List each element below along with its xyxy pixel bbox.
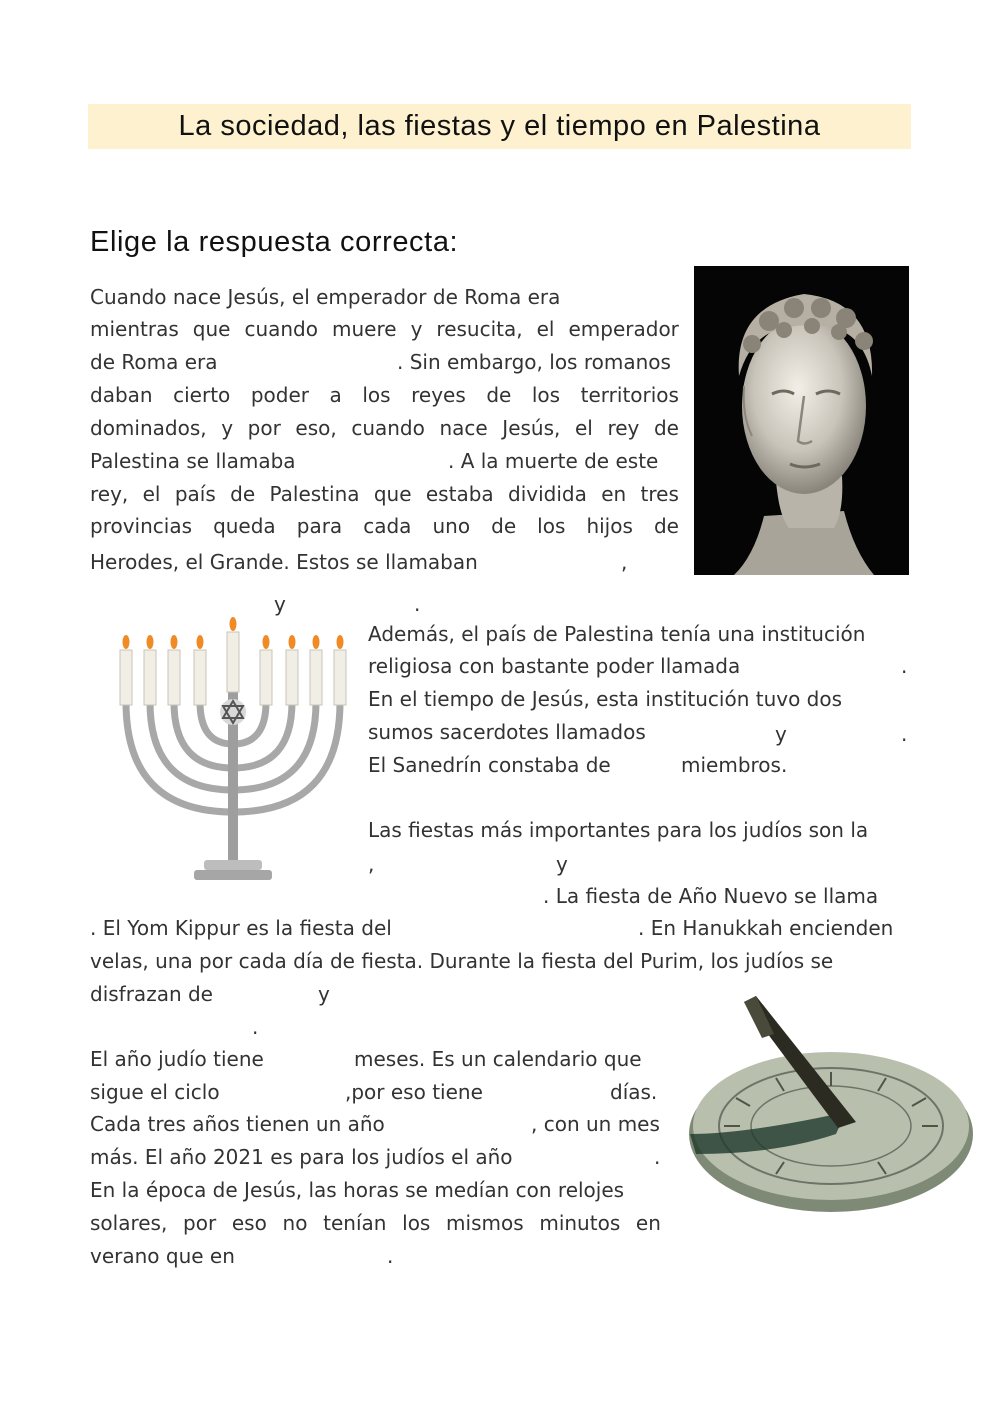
text-fragment: de — [491, 514, 517, 538]
text-fragment: uno — [432, 514, 471, 538]
text-fragment: y — [775, 722, 787, 746]
text-fragment: emperador — [568, 317, 679, 341]
text-fragment: daban — [90, 383, 153, 407]
text-fragment: resucita, — [436, 317, 523, 341]
text-fragment: dividida — [508, 482, 587, 506]
text-line-17-y — [556, 850, 568, 878]
text-line-23 — [90, 1045, 264, 1073]
text-fragment: verano que en — [90, 1244, 235, 1268]
text-fragment: por — [183, 1211, 217, 1235]
text-fragment: . En Hanukkah encienden — [638, 916, 894, 940]
title-banner — [88, 104, 911, 149]
text-line-24-mid — [345, 1078, 483, 1106]
text-fragment: poder — [250, 383, 309, 407]
text-fragment: minutos — [539, 1211, 621, 1235]
text-line-14 — [368, 718, 646, 746]
text-fragment: sumos sacerdotes llamados — [368, 720, 646, 744]
text-line-10-dot — [414, 590, 420, 618]
text-line-2 — [90, 315, 679, 343]
text-line-19 — [90, 914, 392, 942]
text-line-13 — [368, 685, 842, 713]
sundial-image — [686, 994, 976, 1216]
text-fragment: Cuando nace Jesús, el emperador de Roma era — [90, 285, 561, 309]
text-fragment: . La fiesta de Año Nuevo se llama — [543, 884, 879, 908]
text-fragment: religiosa con bastante poder llamada — [368, 654, 741, 678]
text-fragment: rey — [607, 416, 640, 440]
text-fragment: cuando — [351, 416, 425, 440]
text-fragment: de — [230, 482, 256, 506]
text-fragment: El año judío tiene — [90, 1047, 264, 1071]
text-fragment: el — [536, 317, 555, 341]
text-fragment: solares, — [90, 1211, 168, 1235]
text-fragment: muere — [332, 317, 397, 341]
text-fragment: disfrazan de — [90, 982, 213, 1006]
text-fragment: en — [635, 1211, 661, 1235]
text-line-21-y — [318, 980, 330, 1008]
text-fragment: . Sin embargo, los romanos — [397, 350, 671, 374]
text-line-26 — [90, 1143, 513, 1171]
text-fragment: cuando — [244, 317, 318, 341]
text-line-11 — [368, 620, 865, 648]
text-fragment: tenían — [323, 1211, 387, 1235]
text-line-19-end — [638, 914, 893, 942]
text-line-25-end — [531, 1110, 660, 1138]
text-fragment: mientras — [90, 317, 179, 341]
text-line-1 — [90, 283, 560, 311]
text-fragment: Palestina se llamaba — [90, 449, 296, 473]
text-fragment: que — [192, 317, 231, 341]
text-fragment: En la época de Jesús, las horas se medían con relojes — [90, 1178, 625, 1202]
text-fragment: ,por eso tiene — [345, 1080, 483, 1104]
text-fragment: el — [574, 416, 593, 440]
text-fragment: . A la muerte de este — [448, 449, 659, 473]
text-fragment: de — [653, 416, 679, 440]
text-fragment: eso, — [295, 416, 337, 440]
text-line-27 — [90, 1176, 624, 1204]
page-title: La sociedad, las fiestas y el tiempo en Palestina — [178, 110, 821, 142]
text-line-15-end — [681, 751, 787, 779]
text-fragment: y — [221, 416, 234, 440]
text-line-29-end — [387, 1242, 393, 1270]
text-fragment: . El Yom Kippur es la fiesta del — [90, 916, 392, 940]
text-fragment: de Roma era — [90, 350, 218, 374]
text-fragment: . — [252, 1015, 259, 1039]
text-fragment: a — [329, 383, 342, 407]
text-fragment: miembros. — [681, 753, 788, 777]
text-line-22 — [252, 1013, 258, 1041]
text-fragment: sigue el ciclo — [90, 1080, 220, 1104]
text-line-24-end — [610, 1078, 657, 1106]
text-fragment: Herodes, el Grande. Estos se llamaban — [90, 550, 478, 574]
text-line-29 — [90, 1242, 235, 1270]
text-line-9 — [90, 548, 478, 576]
text-fragment: . — [414, 592, 421, 616]
text-fragment: los — [362, 383, 391, 407]
text-fragment: cierto — [173, 383, 231, 407]
text-fragment: , — [621, 550, 628, 574]
text-fragment: Cada tres años tienen un año — [90, 1112, 385, 1136]
text-fragment: y — [318, 982, 330, 1006]
text-line-3 — [90, 348, 217, 376]
text-fragment: de — [486, 383, 512, 407]
text-line-14-y — [775, 720, 787, 748]
text-fragment: Palestina — [269, 482, 360, 506]
text-fragment: dominados, — [90, 416, 207, 440]
text-line-7 — [90, 480, 679, 508]
text-line-24 — [90, 1078, 220, 1106]
text-fragment: . — [387, 1244, 394, 1268]
text-fragment: tres — [640, 482, 679, 506]
text-fragment: rey, — [90, 482, 129, 506]
text-fragment: y — [410, 317, 423, 341]
text-fragment: territorios — [580, 383, 679, 407]
text-fragment: velas, una por cada día de fiesta. Durante la fiesta del Purim, los judíos se — [90, 949, 834, 973]
text-fragment: . — [654, 1145, 661, 1169]
text-line-14-end — [901, 720, 907, 748]
text-fragment: para — [296, 514, 343, 538]
text-fragment: Las fiestas más importantes para los judíos son la — [368, 818, 869, 842]
text-line-4 — [90, 381, 679, 409]
text-line-25 — [90, 1110, 385, 1138]
text-fragment: provincias — [90, 514, 193, 538]
text-line-26-end — [654, 1143, 660, 1171]
text-fragment: cada — [363, 514, 412, 538]
text-fragment: hijos — [586, 514, 633, 538]
text-fragment: en — [601, 482, 627, 506]
text-fragment: eso — [231, 1211, 267, 1235]
text-line-21 — [90, 980, 213, 1008]
text-fragment: y — [556, 852, 568, 876]
text-fragment: El Sanedrín constaba de — [368, 753, 611, 777]
augustus-bust-image — [694, 266, 909, 575]
text-line-6 — [90, 447, 296, 475]
text-fragment: En el tiempo de Jesús, esta institución tuvo dos — [368, 687, 843, 711]
text-fragment: más. El año 2021 es para los judíos el año — [90, 1145, 513, 1169]
text-line-12-end — [901, 652, 907, 680]
text-fragment: meses. Es un calendario que — [354, 1047, 642, 1071]
text-fragment: por — [247, 416, 281, 440]
text-fragment: y — [274, 592, 286, 616]
text-line-20 — [90, 947, 833, 975]
text-fragment: queda — [213, 514, 276, 538]
text-fragment: , con un mes — [531, 1112, 660, 1136]
text-fragment: mismos — [446, 1211, 524, 1235]
text-line-10-y — [274, 590, 286, 618]
text-line-23-end — [354, 1045, 642, 1073]
text-line-15 — [368, 751, 611, 779]
text-line-12 — [368, 652, 740, 680]
text-fragment: país — [174, 482, 216, 506]
text-fragment: días. — [610, 1080, 658, 1104]
text-line-6-end — [448, 447, 658, 475]
text-line-5 — [90, 414, 679, 442]
text-fragment: reyes — [411, 383, 466, 407]
text-line-17-comma — [368, 850, 374, 878]
text-fragment: nace — [439, 416, 488, 440]
text-fragment: no — [282, 1211, 308, 1235]
text-fragment: los — [537, 514, 566, 538]
text-fragment: . — [901, 722, 908, 746]
text-fragment: los — [531, 383, 561, 407]
text-line-8 — [90, 512, 679, 540]
text-line-3-end — [397, 348, 671, 376]
text-fragment: los — [402, 1211, 431, 1235]
text-fragment: , — [368, 852, 375, 876]
text-line-18 — [543, 882, 878, 910]
text-line-28 — [90, 1209, 661, 1237]
text-fragment: . — [901, 654, 908, 678]
text-fragment: estaba — [425, 482, 494, 506]
text-line-16 — [368, 816, 868, 844]
text-fragment: de — [653, 514, 679, 538]
text-fragment: Además, el país de Palestina tenía una institución — [368, 622, 866, 646]
text-fragment: el — [142, 482, 161, 506]
text-fragment: Jesús, — [502, 416, 561, 440]
text-line-9-end — [621, 548, 627, 576]
instruction-heading: Elige la respuesta correcta: — [90, 226, 459, 258]
menorah-image — [108, 612, 358, 884]
text-fragment: que — [373, 482, 412, 506]
